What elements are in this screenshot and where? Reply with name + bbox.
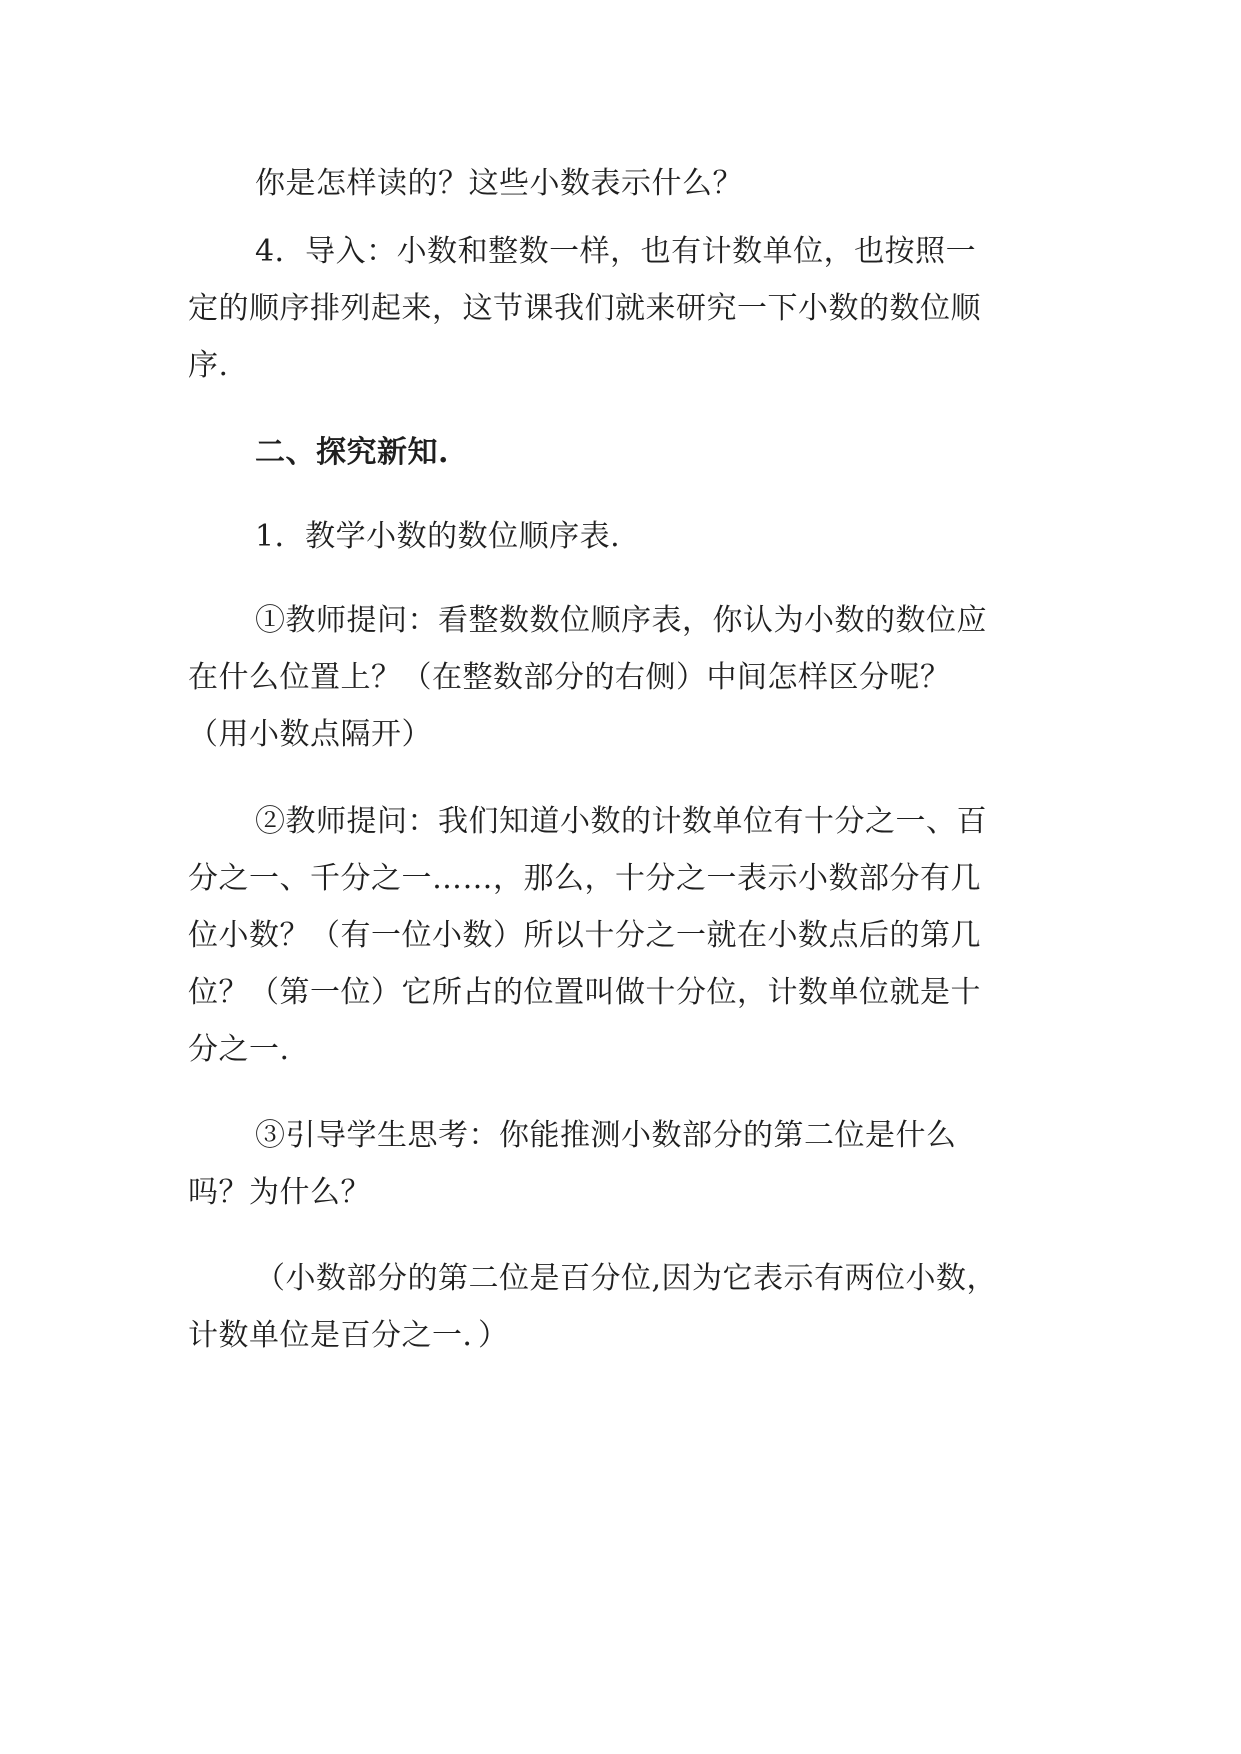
paragraph-line: 分之一. [188,1032,290,1067]
paragraph-line: 位？（第一位）它所占的位置叫做十分位，计数单位就是十 [188,975,981,1010]
paragraph-line: 计数单位是百分之一．） [188,1318,509,1353]
paragraph-line: 位小数？（有一位小数）所以十分之一就在小数点后的第几 [188,918,981,953]
paragraph-line: 吗？为什么？ [188,1175,371,1210]
paragraph-line: 4．导入：小数和整数一样，也有计数单位，也按照一 [255,234,977,269]
paragraph-line: ②教师提问：我们知道小数的计数单位有十分之一、百 [255,804,987,839]
section-heading: 二、探究新知. [255,435,449,470]
paragraph-line: （用小数点隔开） [188,717,432,752]
paragraph-line: 1．教学小数的数位顺序表. [255,519,621,554]
paragraph-line: 在什么位置上？（在整数部分的右侧）中间怎样区分呢？ [188,660,951,695]
paragraph-line: 定的顺序排列起来，这节课我们就来研究一下小数的数位顺 [188,291,981,326]
paragraph-line: 分之一、千分之一……，那么，十分之一表示小数部分有几 [188,861,981,896]
paragraph-line: 序. [188,348,229,383]
paragraph-line: 你是怎样读的？这些小数表示什么？ [255,166,743,201]
paragraph-line: ①教师提问：看整数数位顺序表，你认为小数的数位应 [255,603,987,638]
paragraph-line: ③引导学生思考：你能推测小数部分的第二位是什么 [255,1118,957,1153]
paragraph-line: （小数部分的第二位是百分位,因为它表示有两位小数， [255,1261,998,1296]
